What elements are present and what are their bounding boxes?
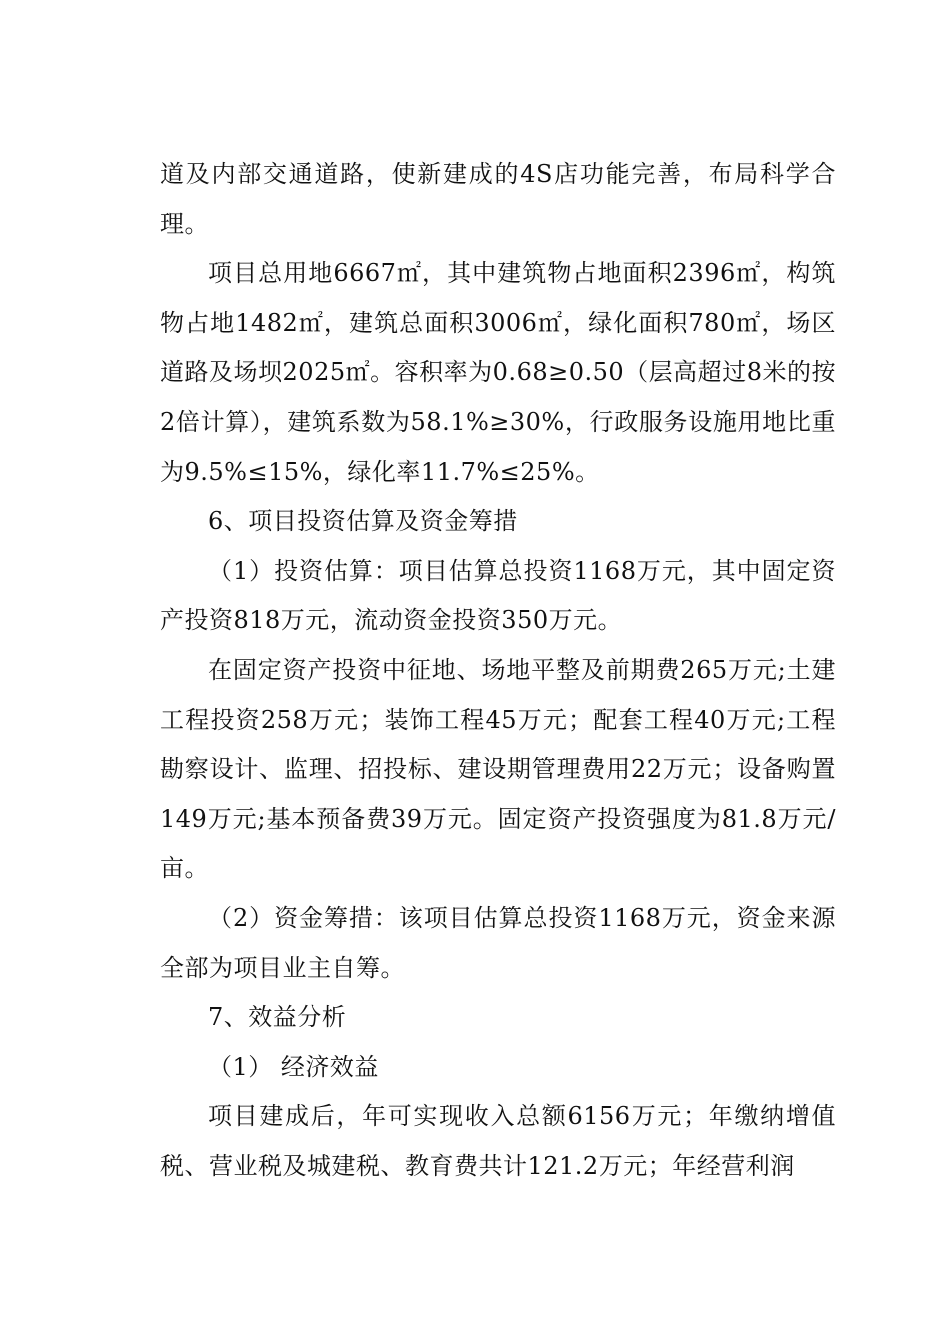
paragraph-fixed-assets: 在固定资产投资中征地、场地平整及前期费265万元;土建工程投资258万元；装饰工程45万元；配套工程40万元;工程勘察设计、监理、招投标、建设期管理费用22万元；设备购置149万元;基本预备费39万元。固定资产投资强度为81.8万元/亩。 [160,655,836,883]
paragraph-land-use: 项目总用地6667㎡，其中建筑物占地面积2396㎡，构筑物占地1482㎡，建筑总面积3006㎡，绿化面积780㎡，场区道路及场坝2025㎡。容积率为0.68≥0.50（层高超过8米的按2倍计算），建筑系数为58.1%≥30%，行政服务设施用地比重为9.5%≤15%，绿化率11.7%≤25%。 [160,259,836,486]
section-heading-benefits: 7、效益分析 [208,1003,347,1032]
subheading-economic-benefits: （1） 经济效益 [208,1052,379,1081]
paragraph-revenue: 项目建成后，年可实现收入总额6156万元；年缴纳增值税、营业税及城建税、教育费共计121.2万元；年经营利润 [160,1102,836,1180]
paragraph-funding: （2）资金筹措：该项目估算总投资1168万元，资金来源全部为项目业主自筹。 [160,903,836,982]
paragraph-continuation: 道及内部交通道路，使新建成的4S店功能完善，布局科学合理。 [160,160,836,238]
document-body [160,150,836,1191]
section-heading-investment: 6、项目投资估算及资金筹措 [208,507,518,536]
paragraph-investment-estimate: （1）投资估算：项目估算总投资1168万元，其中固定资产投资818万元，流动资金投资350万元。 [160,556,836,635]
